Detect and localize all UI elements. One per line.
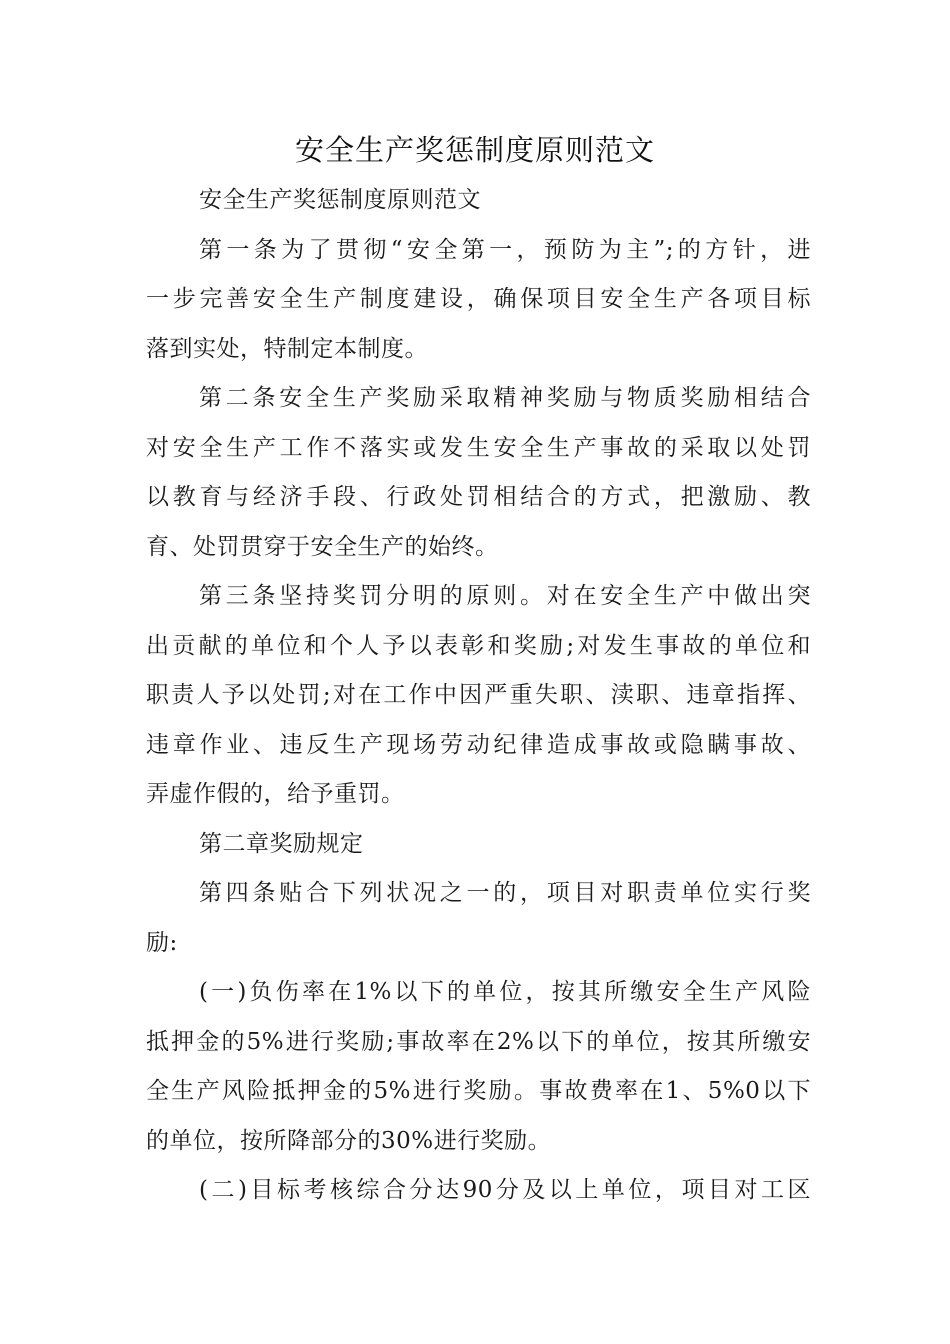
body-line: 弄虚作假的，给予重罚。 <box>146 781 405 807</box>
body-line: 全生产风险抵押金的5%进行奖励。事故费率在1、5%0以下 <box>146 1078 811 1104</box>
body-line: 出贡献的单位和个人予以表彰和奖励;对发生事故的单位和 <box>146 632 811 659</box>
body-line: 第一条为了贯彻“安全第一，预防为主”;的方针，进 <box>199 236 811 263</box>
body-line: 落到实处，特制定本制度。 <box>146 335 428 362</box>
body-line: 抵押金的5%进行奖励;事故率在2%以下的单位，按其所缴安 <box>146 1028 811 1055</box>
body-line: 的单位，按所降部分的30%进行奖励。 <box>146 1127 552 1154</box>
body-line: 第二条安全生产奖励采取精神奖励与物质奖励相结合 <box>199 385 811 411</box>
body-line: 安全生产奖惩制度原则范文 <box>199 187 481 213</box>
body-line: 第四条贴合下列状况之一的，项目对职责单位实行奖 <box>199 880 811 906</box>
body-line: 职责人予以处罚;对在工作中因严重失职、渎职、违章指挥、 <box>146 682 811 708</box>
body-line: 对安全生产工作不落实或发生安全生产事故的采取以处罚 <box>146 434 811 461</box>
body-line: 违章作业、违反生产现场劳动纪律造成事故或隐瞒事故、 <box>146 731 811 758</box>
body-line: 以教育与经济手段、行政处罚相结合的方式，把激励、教 <box>146 484 811 510</box>
body-line: 励: <box>146 929 178 956</box>
body-line: (一)负伤率在1%以下的单位，按其所缴安全生产风险 <box>199 979 811 1005</box>
section-heading: 第二章奖励规定 <box>199 830 364 857</box>
document-title: 安全生产奖惩制度原则范文 <box>294 133 655 167</box>
body-line: 第三条坚持奖罚分明的原则。对在安全生产中做出突 <box>199 583 811 609</box>
body-line: (二)目标考核综合分达90分及以上单位，项目对工区 <box>199 1177 811 1203</box>
body-line: 育、处罚贯穿于安全生产的始终。 <box>146 533 499 560</box>
body-line: 一步完善安全生产制度建设，确保项目安全生产各项目标 <box>146 286 811 312</box>
document-body <box>146 176 811 1216</box>
